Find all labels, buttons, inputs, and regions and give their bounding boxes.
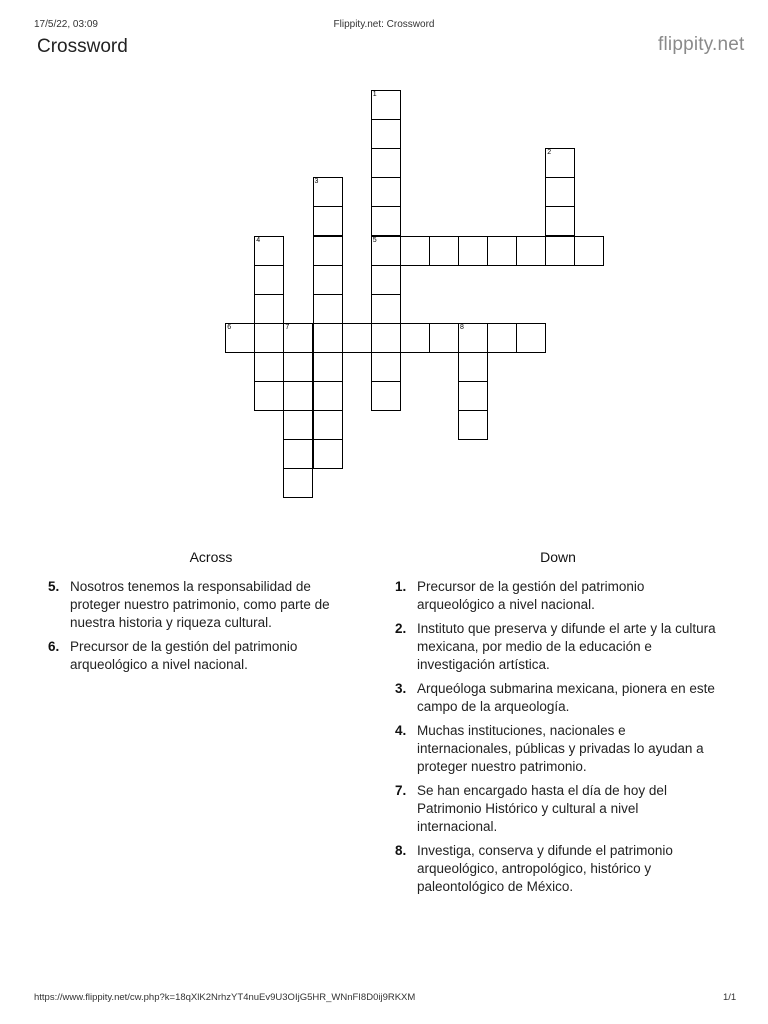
clue-text: Arqueóloga submarina mexicana, pionera en este campo de la arqueología.	[417, 681, 715, 714]
crossword-cell[interactable]	[283, 468, 313, 498]
crossword-cell[interactable]	[545, 148, 575, 178]
crossword-cell[interactable]	[371, 352, 401, 382]
down-clue	[395, 782, 720, 836]
crossword-cell[interactable]	[371, 90, 401, 120]
crossword-cell[interactable]	[400, 236, 430, 266]
footer-url: https://www.flippity.net/cw.php?k=18qXlK2NrhzYT4nuEv9U3OIjG5HR_WNnFI8D0ij9RKXM	[34, 992, 416, 1003]
down-clue	[395, 620, 720, 674]
cell-number: 1	[372, 91, 377, 98]
crossword-cell[interactable]	[371, 265, 401, 295]
clue-number: 4.	[395, 723, 407, 738]
crossword-cell[interactable]	[283, 323, 313, 353]
crossword-cell[interactable]	[371, 148, 401, 178]
crossword-cell[interactable]	[254, 352, 284, 382]
down-clue-list	[395, 578, 720, 902]
crossword-cell[interactable]	[313, 410, 343, 440]
across-clue-list	[48, 578, 360, 680]
crossword-cell[interactable]	[313, 294, 343, 324]
clue-text: Nosotros tenemos la responsabilidad de proteger nuestro patrimonio, como parte de nuestra historia y riqueza cultural.	[70, 579, 330, 630]
down-heading: Down	[540, 549, 576, 565]
crossword-cell[interactable]	[254, 323, 284, 353]
crossword-cell[interactable]	[516, 323, 546, 353]
print-date: 17/5/22, 03:09	[34, 19, 98, 30]
crossword-cell[interactable]	[458, 381, 488, 411]
crossword-cell[interactable]	[254, 294, 284, 324]
clue-number: 5.	[48, 579, 60, 594]
crossword-cell[interactable]	[400, 323, 430, 353]
print-page-title: Flippity.net: Crossword	[333, 19, 435, 30]
crossword-cell[interactable]	[516, 236, 546, 266]
crossword-cell[interactable]	[313, 265, 343, 295]
crossword-cell[interactable]	[313, 206, 343, 236]
crossword-cell[interactable]	[283, 352, 313, 382]
cell-number: 3	[314, 178, 319, 186]
crossword-cell[interactable]	[313, 177, 343, 207]
clue-number: 2.	[395, 621, 407, 636]
crossword-cell[interactable]	[342, 323, 372, 353]
flippity-logo: flippity.net	[658, 34, 745, 55]
clue-number: 1.	[395, 579, 407, 594]
footer-page-number: 1/1	[723, 992, 737, 1003]
clue-number: 3.	[395, 681, 407, 696]
across-clue	[48, 638, 360, 674]
clue-text: Precursor de la gestión del patrimonio arqueológico a nivel nacional.	[70, 639, 298, 672]
crossword-cell[interactable]	[545, 236, 575, 266]
down-clue	[395, 680, 720, 716]
crossword-cell[interactable]	[487, 323, 517, 353]
clue-text: Instituto que preserva y difunde el arte y la cultura mexicana, por medio de la educación e investigación artística.	[417, 621, 716, 672]
crossword-cell[interactable]	[225, 323, 255, 353]
crossword-cell[interactable]	[429, 236, 459, 266]
cell-number: 6	[227, 323, 232, 331]
crossword-cell[interactable]	[313, 236, 343, 266]
crossword-cell[interactable]	[429, 323, 459, 353]
clue-text: Precursor de la gestión del patrimonio arqueológico a nivel nacional.	[417, 579, 645, 612]
cell-number: 8	[460, 323, 464, 331]
crossword-cell[interactable]	[283, 381, 313, 411]
crossword-cell[interactable]	[371, 177, 401, 207]
crossword-cell[interactable]	[371, 294, 401, 324]
crossword-cell[interactable]	[458, 410, 488, 440]
clue-text: Muchas instituciones, nacionales e internacionales, públicas y privadas lo ayudan a proteger nuestro patrimonio.	[417, 723, 704, 774]
crossword-cell[interactable]	[254, 381, 284, 411]
crossword-cell[interactable]	[487, 236, 517, 266]
crossword-cell[interactable]	[313, 352, 343, 382]
cell-number: 5	[372, 236, 377, 244]
cell-number: 7	[285, 323, 290, 331]
across-clue	[48, 578, 360, 632]
crossword-cell[interactable]	[313, 439, 343, 469]
clue-text: Investiga, conserva y difunde el patrimonio arqueológico, antropológico, histórico y paleontológico de México.	[417, 843, 673, 894]
clue-number: 7.	[395, 783, 407, 798]
clue-number: 6.	[48, 639, 60, 654]
down-clue	[395, 722, 720, 776]
crossword-cell[interactable]	[371, 119, 401, 149]
crossword-cell[interactable]	[458, 236, 488, 266]
down-clue	[395, 578, 720, 614]
down-clue	[395, 842, 720, 896]
crossword-cell[interactable]	[545, 206, 575, 236]
cell-number: 2	[547, 149, 552, 157]
cell-number: 4	[256, 236, 261, 244]
crossword-cell[interactable]	[371, 236, 401, 266]
crossword-cell[interactable]	[254, 265, 284, 295]
app-title: Crossword	[37, 36, 128, 57]
crossword-cell[interactable]	[254, 236, 284, 266]
crossword-cell[interactable]	[283, 410, 313, 440]
crossword-cell[interactable]	[574, 236, 604, 266]
crossword-cell[interactable]	[313, 381, 343, 411]
clue-number: 8.	[395, 843, 407, 858]
crossword-cell[interactable]	[458, 352, 488, 382]
crossword-cell[interactable]	[545, 177, 575, 207]
crossword-cell[interactable]	[371, 323, 401, 353]
crossword-cell[interactable]	[283, 439, 313, 469]
crossword-cell[interactable]	[313, 323, 343, 353]
across-heading: Across	[189, 549, 233, 565]
clue-text: Se han encargado hasta el día de hoy del Patrimonio Histórico y cultural a nivel internacional.	[417, 783, 667, 834]
crossword-cell[interactable]	[371, 381, 401, 411]
crossword-cell[interactable]	[371, 206, 401, 236]
crossword-cell[interactable]	[458, 323, 488, 353]
